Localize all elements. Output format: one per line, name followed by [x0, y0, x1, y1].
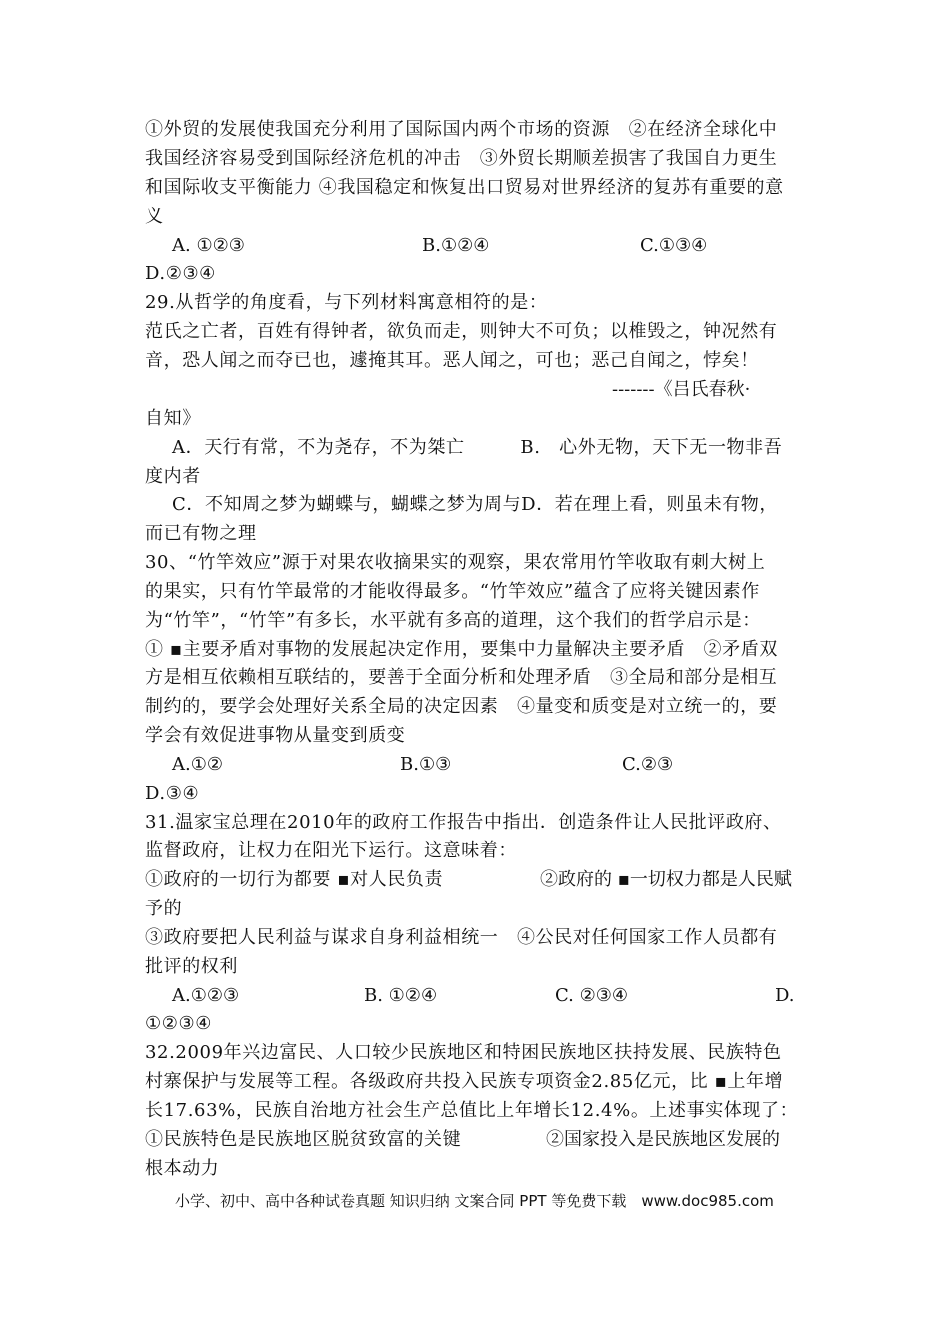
option-a: A. ①②③: [172, 235, 245, 256]
text-line: 长17.63%，民族自治地方社会生产总值比上年增长12.4%。上述事实体现了：: [145, 1100, 799, 1121]
text-line: 学会有效促进事物从量变到质变: [145, 725, 406, 746]
text-line: ①政府的一切行为都要 ▪对人民负责: [145, 869, 444, 890]
text-line: 和国际收支平衡能力 ④我国稳定和恢复出口贸易对世界经济的复苏有重要的意: [145, 177, 784, 198]
text-line: 制约的，要学会处理好关系全局的决定因素 ④量变和质变是对立统一的，要: [145, 696, 778, 717]
option-c: C.②③: [622, 754, 674, 775]
text-line: ③政府要把人民利益与谋求自身利益相统一 ④公民对任何国家工作人员都有: [145, 927, 778, 948]
option-d: D.: [775, 985, 795, 1006]
text-line: 予的: [145, 898, 183, 919]
question-29: 29.从哲学的角度看，与下列材料寓意相符的是：: [145, 292, 548, 313]
text-line: ①②③④: [145, 1013, 212, 1034]
option-a: A．天行有常，不为尧存，不为桀亡 B. 心外无物，天下无一物非吾: [172, 437, 783, 458]
option-c: C．不知周之梦为蝴蝶与，蝴蝶之梦为周与D．若在理上看，则虽未有物，: [172, 494, 779, 515]
text-line: ②国家投入是民族地区发展的: [546, 1129, 780, 1150]
text-line: 音，恐人闻之而夺已也，遽掩其耳。恶人闻之，可也；恶己自闻之，悖矣！: [145, 350, 759, 371]
question-32: 32.2009年兴边富民、人口较少民族地区和特困民族地区扶持发展、民族特色: [145, 1042, 782, 1063]
option-a: A.①②: [172, 754, 223, 775]
page-footer: 小学、初中、高中各种试卷真题 知识归纳 文案合同 PPT 等免费下载 www.doc985.com: [175, 1192, 774, 1210]
text-line: 我国经济容易受到国际经济危机的冲击 ③外贸长期顺差损害了我国自力更生: [145, 148, 778, 169]
text-line: 批评的权利: [145, 956, 238, 977]
question-30: 30、“竹竿效应”源于对果农收摘果实的观察，果农常用竹竿收取有刺大树上: [145, 552, 766, 573]
option-b: B.①③: [400, 754, 452, 775]
text-line: 根本动力: [145, 1158, 220, 1179]
option-d: D.②③④: [145, 263, 216, 284]
option-c: C. ②③④: [555, 985, 628, 1006]
text-line: 监督政府，让权力在阳光下运行。这意味着：: [145, 840, 517, 861]
text-line: ①外贸的发展使我国充分利用了国际国内两个市场的资源 ②在经济全球化中: [145, 119, 778, 140]
text-line: ②政府的 ▪一切权力都是人民赋: [540, 869, 792, 890]
question-31: 31.温家宝总理在2010年的政府工作报告中指出．创造条件让人民批评政府、: [145, 812, 782, 833]
citation-source: -------《吕氏春秋·: [612, 379, 751, 400]
text-line: 村寨保护与发展等工程。各级政府共投入民族专项资金2.85亿元，比 ▪上年增: [145, 1071, 784, 1092]
text-line: ① ▪主要矛盾对事物的发展起决定作用，要集中力量解决主要矛盾 ②矛盾双: [145, 639, 778, 660]
text-line: 度内者: [145, 466, 201, 487]
option-a: A.①②③: [172, 985, 240, 1006]
text-line: 为“竹竿”，“竹竿”有多长，水平就有多高的道理，这个我们的哲学启示是：: [145, 610, 761, 631]
text-line: 而已有物之理: [145, 523, 257, 544]
text-line: 方是相互依赖相互联结的，要善于全面分析和处理矛盾 ③全局和部分是相互: [145, 667, 778, 688]
text-line: 的果实，只有竹竿最常的才能收得最多。“竹竿效应”蕴含了应将关键因素作: [145, 581, 760, 602]
option-b: B. ①②④: [364, 985, 438, 1006]
text-line: 范氏之亡者，百姓有得钟者，欲负而走，则钟大不可负；以椎毁之，钟况然有: [145, 321, 778, 342]
option-d: D.③④: [145, 783, 200, 804]
option-c: C.①③④: [640, 235, 708, 256]
text-line: 自知》: [145, 408, 201, 429]
text-line: ①民族特色是民族地区脱贫致富的关键: [145, 1129, 462, 1150]
text-line: 义: [145, 206, 164, 227]
option-b: B.①②④: [422, 235, 490, 256]
